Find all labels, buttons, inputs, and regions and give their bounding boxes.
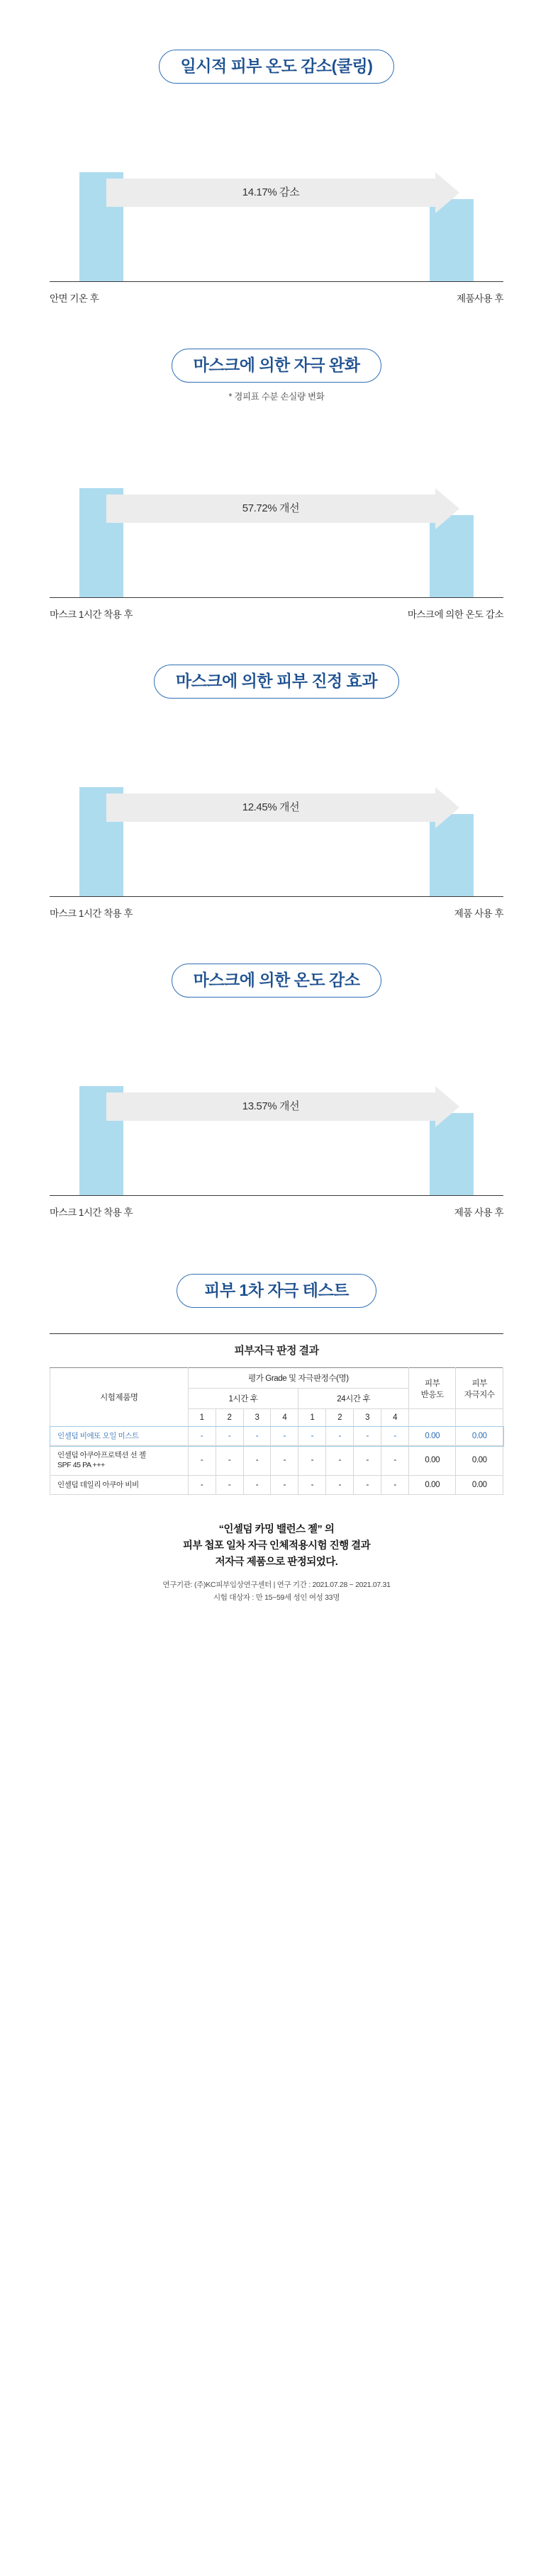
- chart-4-arrow: [106, 1092, 459, 1121]
- irritation-table-wrap: [50, 1333, 503, 1495]
- row-2-product-line2: SPF 45 PA +++: [57, 1461, 105, 1470]
- chart-3-left-label: 마스크 1시간 착용 후: [50, 908, 133, 919]
- chart-2-arrow-head-icon: [435, 488, 459, 529]
- row-3-c4: -: [271, 1475, 298, 1494]
- footer-line-3: 저자극 제품으로 판정되었다.: [215, 1557, 338, 1569]
- row-1-product: 인셀덤 비에또 오일 미스트: [50, 1427, 189, 1446]
- chart-3-title-wrap: [50, 665, 503, 699]
- chart-3-axis-labels: [50, 905, 503, 920]
- row-2-c3: -: [243, 1446, 271, 1475]
- chart-2-subtitle: * 경피표 수분 손실량 변화: [228, 392, 325, 402]
- chart-2-arrow: [106, 495, 459, 523]
- chart-1-left-label: 안면 기온 후: [50, 293, 99, 304]
- chart-2-plot: [50, 421, 503, 598]
- th-num-3a: 3: [243, 1409, 271, 1427]
- chart-1-arrow-head-icon: [435, 172, 459, 213]
- chart-2-right-label: 마스크에 의한 온도 감소: [407, 609, 503, 620]
- row-1-c6: -: [326, 1427, 354, 1446]
- row-3-c3: -: [243, 1475, 271, 1494]
- table-row: [50, 1475, 503, 1494]
- th-num-2b: 2: [326, 1409, 354, 1427]
- chart-1-axis-labels: [50, 290, 503, 305]
- row-1-reaction: 0.00: [409, 1427, 456, 1446]
- row-1-c4: -: [271, 1427, 298, 1446]
- th-irritation-index: [456, 1368, 503, 1409]
- row-3-c1: -: [188, 1475, 216, 1494]
- row-2-product: [50, 1446, 189, 1475]
- chart-3-arrow-label: 12.45% 개선: [242, 801, 300, 813]
- th-num-4a: 4: [271, 1409, 298, 1427]
- row-3-c5: -: [298, 1475, 326, 1494]
- row-2-c8: -: [381, 1446, 409, 1475]
- irritation-section-title: 피부 1차 자극 테스트: [177, 1274, 376, 1308]
- chart-2-title: 마스크에 의한 자극 완화: [172, 349, 382, 383]
- table-row: [50, 1427, 503, 1446]
- footer-meta-subjects: 시험 대상자 : 만 15~59세 성인 여성 33명: [213, 1593, 340, 1603]
- chart-block-3: [50, 665, 503, 964]
- row-3-c7: -: [354, 1475, 381, 1494]
- row-3-c6: -: [326, 1475, 354, 1494]
- chart-4-left-label: 마스크 1시간 착용 후: [50, 1207, 133, 1218]
- th-skin-reaction: [409, 1368, 456, 1409]
- th-skin-reaction-line2: 반응도: [420, 1390, 444, 1399]
- th-num-2a: 2: [216, 1409, 243, 1427]
- footer-meta-institution: 연구기관: (주)KC피부임상연구센터 | 연구 기간 : 2021.07.28 ~ 2021.07.31: [162, 1581, 391, 1590]
- chart-2-left-label: 마스크 1시간 착용 후: [50, 609, 133, 620]
- row-2-product-line1: 인셀덤 아쿠아프로텍션 선 젤: [57, 1451, 146, 1460]
- row-2-index: 0.00: [456, 1446, 503, 1475]
- th-hour-1: 1시간 후: [188, 1389, 298, 1409]
- chart-block-2: [50, 349, 503, 665]
- chart-3-arrow-head-icon: [435, 787, 459, 828]
- row-3-c2: -: [216, 1475, 243, 1494]
- chart-4-axis-labels: [50, 1204, 503, 1219]
- chart-3-axis: [50, 896, 503, 897]
- th-num-1a: 1: [188, 1409, 216, 1427]
- row-3-product: 인셀덤 데일리 아쿠아 비비: [50, 1475, 189, 1494]
- irritation-table-body: [50, 1427, 503, 1495]
- chart-block-4: [50, 964, 503, 1262]
- row-1-c7: -: [354, 1427, 381, 1446]
- row-3-index: 0.00: [456, 1475, 503, 1494]
- chart-3-title: 마스크에 의한 피부 진정 효과: [154, 665, 399, 699]
- row-2-c1: -: [188, 1446, 216, 1475]
- chart-4-title-wrap: [50, 964, 503, 998]
- row-2-c7: -: [354, 1446, 381, 1475]
- chart-4-arrow-label: 13.57% 개선: [242, 1100, 300, 1112]
- irritation-result-table: [50, 1367, 503, 1495]
- th-hour-24: 24시간 후: [298, 1389, 409, 1409]
- th-product-name: 시험제품명: [50, 1368, 189, 1427]
- th-num-1b: 1: [298, 1409, 326, 1427]
- irritation-table-caption: 피부자극 판정 결과: [50, 1333, 503, 1367]
- chart-3-plot: [50, 720, 503, 897]
- th-num-4b: 4: [381, 1409, 409, 1427]
- chart-3-arrow: [106, 793, 459, 822]
- row-1-c5: -: [298, 1427, 326, 1446]
- th-skin-reaction-line1: 피부: [425, 1379, 440, 1388]
- th-spacer-index: [456, 1409, 503, 1427]
- chart-1-plot: [50, 105, 503, 282]
- chart-1-right-label: 제품사용 후: [457, 293, 503, 304]
- footer-conclusion: [50, 1522, 503, 1605]
- th-grade-group: 평가 Grade 및 자극판정수(명): [188, 1368, 408, 1389]
- chart-2-axis-labels: [50, 606, 503, 621]
- chart-4-plot: [50, 1019, 503, 1196]
- row-1-c1: -: [188, 1427, 216, 1446]
- irritation-table-head: [50, 1368, 503, 1427]
- chart-4-axis: [50, 1195, 503, 1196]
- row-1-c8: -: [381, 1427, 409, 1446]
- row-2-c5: -: [298, 1446, 326, 1475]
- chart-2-axis: [50, 597, 503, 598]
- footer-line-1: “인셀덤 카밍 밸런스 젤” 의: [218, 1523, 335, 1535]
- chart-1-arrow-label: 14.17% 감소: [242, 186, 300, 198]
- chart-2-arrow-label: 57.72% 개선: [242, 502, 300, 514]
- chart-4-arrow-head-icon: [435, 1086, 459, 1127]
- chart-block-1: [50, 50, 503, 349]
- table-row: [50, 1446, 503, 1475]
- th-num-3b: 3: [354, 1409, 381, 1427]
- irritation-section-title-wrap: [0, 1274, 553, 1308]
- chart-1-title: 일시적 피부 온도 감소(쿨링): [159, 50, 395, 84]
- row-2-c6: -: [326, 1446, 354, 1475]
- row-3-reaction: 0.00: [409, 1475, 456, 1494]
- footer-meta: [50, 1579, 503, 1605]
- row-1-index: 0.00: [456, 1427, 503, 1446]
- th-irritation-index-line1: 피부: [471, 1379, 487, 1388]
- row-2-c2: -: [216, 1446, 243, 1475]
- th-spacer-reaction: [409, 1409, 456, 1427]
- row-2-c4: -: [271, 1446, 298, 1475]
- chart-1-arrow: [106, 179, 459, 207]
- chart-1-title-wrap: [50, 50, 503, 84]
- row-1-c2: -: [216, 1427, 243, 1446]
- row-1-c3: -: [243, 1427, 271, 1446]
- chart-1-axis: [50, 281, 503, 282]
- table-header-row-1: [50, 1368, 503, 1389]
- row-2-reaction: 0.00: [409, 1446, 456, 1475]
- footer-line-2: 피부 첩포 일차 자극 인체적용시험 진행 결과: [182, 1540, 371, 1552]
- row-3-c8: -: [381, 1475, 409, 1494]
- chart-2-title-wrap: [50, 349, 503, 383]
- th-irritation-index-line2: 자극지수: [464, 1390, 495, 1399]
- chart-4-right-label: 제품 사용 후: [454, 1207, 503, 1218]
- chart-4-title: 마스크에 의한 온도 감소: [172, 964, 382, 998]
- chart-3-right-label: 제품 사용 후: [454, 908, 503, 919]
